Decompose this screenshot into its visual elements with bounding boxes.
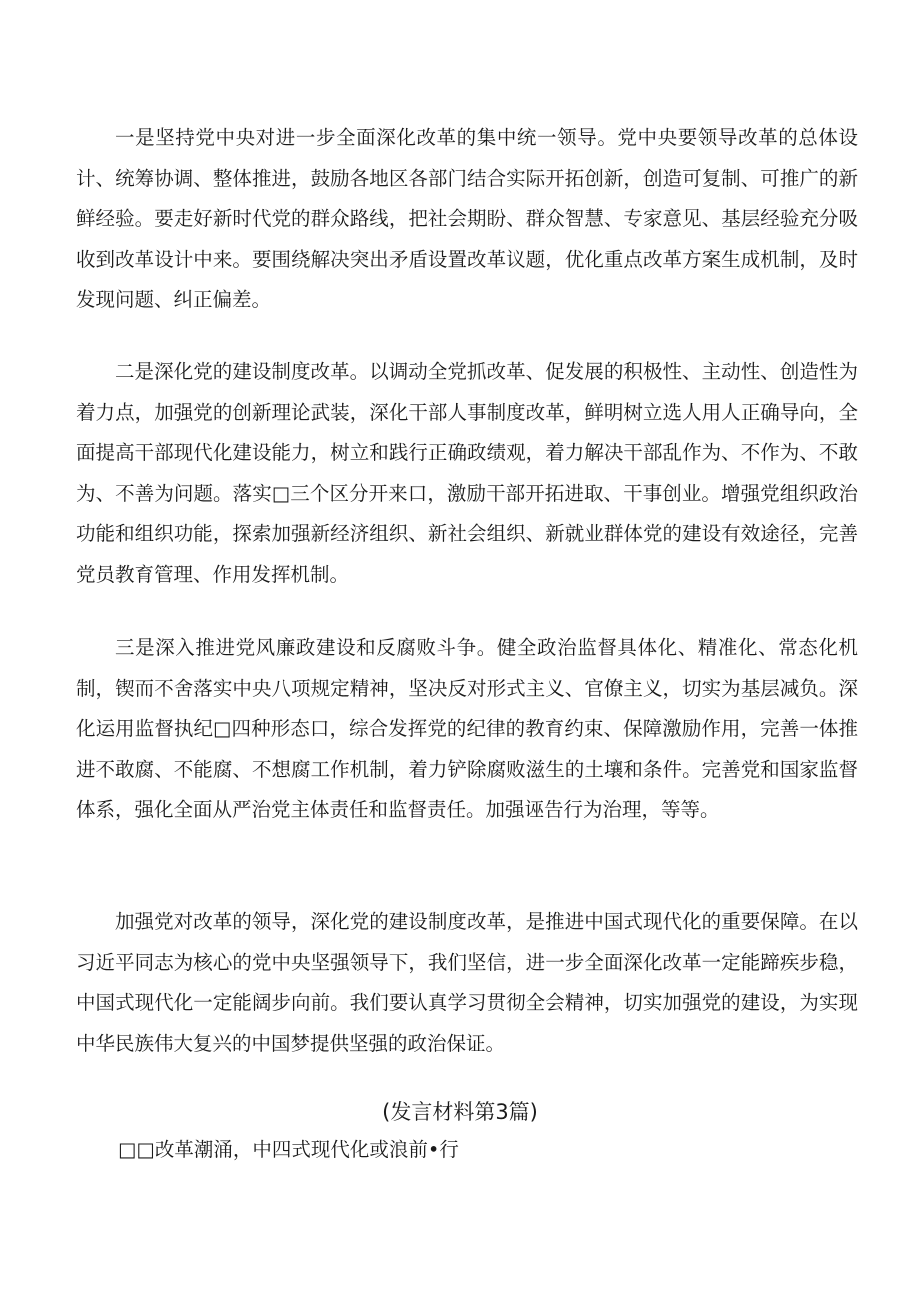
paragraph-3: 三是深入推进党风廉政建设和反腐败斗争。健全政治监督具体化、精准化、常态化机制，锲而不舍落实中央八项规定精神，坚决反对形式主义、官僚主义，切实为基层减负。深化运用监督执纪□四种形态口，综合发挥党的纪律的教育约束、保障激励作用，完善一体推进不敢腐、不能腐、不想腐工作机制，着力铲除腐败滋生的土壤和条件。完善党和国家监督体系，强化全面从严治党主体责任和监督责任。加强诬告行为治理，等等。 [76, 636, 858, 821]
paragraph-4: 加强党对改革的领导，深化党的建设制度改革，是推进中国式现代化的重要保障。在以习近平同志为核心的党中央坚强领导下，我们坚信，进一步全面深化改革一定能蹄疾步稳，中国式现代化一定能阔步向前。我们要认真学习贯彻全会精神，切实加强党的建设，为实现中华民族伟大复兴的中国梦提供坚强的政治保证。 [76, 910, 858, 1055]
paragraph-2: 二是深化党的建设制度改革。以调动全党抓改革、促发展的积极性、主动性、创造性为着力点，加强党的创新理论武装，深化干部人事制度改革，鲜明树立选人用人正确导向，全面提高干部现代化建设能力，树立和践行正确政绩观，着力解决干部乱作为、不作为、不敢为、不善为问题。落实□三个区分开来口，激励干部开拓进取、干事创业。增强党组织政治功能和组织功能，探索加强新经济组织、新社会组织、新就业群体党的建设有效途径，完善党员教育管理、作用发挥机制。 [76, 360, 858, 586]
article-title-line: □□改革潮涌，中四式现代化或浪前•行 [118, 1138, 459, 1161]
section-heading: (发言材料第3篇) [382, 1100, 538, 1124]
paragraph-1: 一是坚持党中央对进一步全面深化改革的集中统一领导。党中央要领导改革的总体设计、统筹协调、整体推进，鼓励各地区各部门结合实际开拓创新，创造可复制、可推广的新鲜经验。要走好新时代党的群众路线，把社会期盼、群众智慧、专家意见、基层经验充分吸收到改革设计中来。要围绕解决突出矛盾设置改革议题，优化重点改革方案生成机制，及时发现问题、纠正偏差。 [76, 126, 858, 311]
